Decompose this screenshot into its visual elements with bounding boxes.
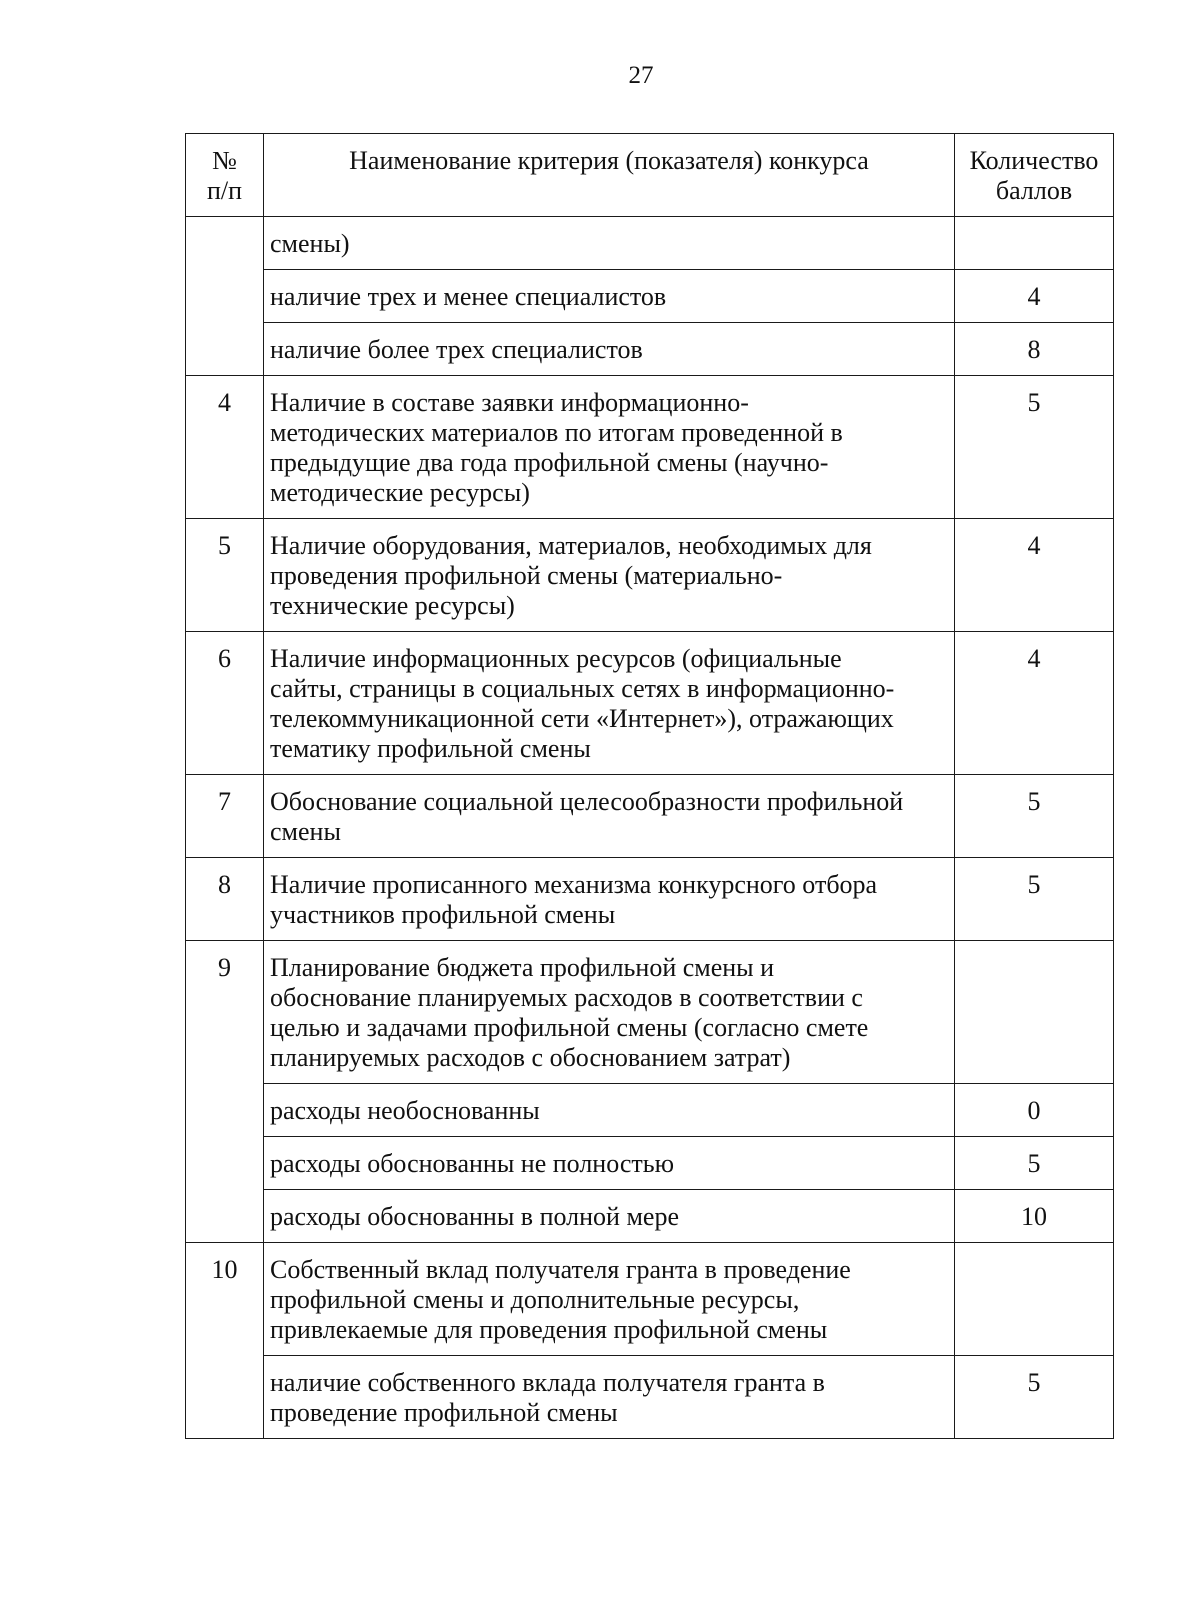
table-row (186, 376, 1114, 519)
header-name-line: Наименование критерия (показателя) конкурса (349, 146, 869, 175)
criterion-text (264, 775, 955, 858)
table-header-row (186, 134, 1114, 217)
table-row (186, 270, 1114, 323)
criterion-line: наличие более трех специалистов (270, 335, 643, 364)
table-row (186, 632, 1114, 775)
criterion-line: методические ресурсы) (270, 478, 530, 507)
score-value: 5 (955, 775, 1114, 858)
criterion-line: предыдущие два года профильной смены (научно- (270, 448, 829, 477)
criterion-line: наличие собственного вклада получателя гранта в (270, 1368, 825, 1397)
header-score-line: баллов (995, 176, 1073, 205)
header-number-line: п/п (206, 176, 243, 205)
header-number-line: № (212, 146, 237, 175)
score-value: 5 (955, 376, 1114, 519)
criterion-line: расходы обоснованны не полностью (270, 1149, 675, 1178)
criterion-line: телекоммуникационной сети «Интернет»), отражающих (270, 704, 894, 733)
criterion-text (264, 632, 955, 775)
criterion-text (264, 270, 955, 323)
criterion-text (264, 1243, 955, 1356)
row-number: 10 (186, 1243, 264, 1439)
row-number: 4 (186, 376, 264, 519)
criterion-line: Наличие оборудования, материалов, необходимых для (270, 531, 872, 560)
header-score (955, 134, 1114, 217)
row-number: 8 (186, 858, 264, 941)
criterion-line: методических материалов по итогам проведенной в (270, 418, 843, 447)
criterion-text (264, 217, 955, 270)
table-row (186, 1190, 1114, 1243)
criterion-line: Собственный вклад получателя гранта в проведение (270, 1255, 851, 1284)
criterion-text (264, 941, 955, 1084)
criterion-line: обоснование планируемых расходов в соответствии с (270, 983, 863, 1012)
table-row (186, 1243, 1114, 1356)
table-row (186, 941, 1114, 1084)
score-value (955, 941, 1114, 1084)
criterion-line: смены (270, 817, 341, 846)
score-value: 5 (955, 858, 1114, 941)
header-criterion-name (264, 134, 955, 217)
table-row (186, 858, 1114, 941)
table-row (186, 1137, 1114, 1190)
table-row (186, 519, 1114, 632)
criterion-text (264, 1190, 955, 1243)
criterion-line: привлекаемые для проведения профильной смены (270, 1315, 828, 1344)
criterion-text (264, 1356, 955, 1439)
row-number: 6 (186, 632, 264, 775)
score-value: 4 (955, 270, 1114, 323)
score-value (955, 1243, 1114, 1356)
criterion-line: Наличие информационных ресурсов (официальные (270, 644, 842, 673)
score-value: 4 (955, 519, 1114, 632)
criterion-line: смены) (270, 229, 350, 258)
criterion-line: расходы обоснованны в полной мере (270, 1202, 679, 1231)
criterion-text (264, 1137, 955, 1190)
criterion-line: технические ресурсы) (270, 591, 515, 620)
table-row (186, 1356, 1114, 1439)
criterion-line: участников профильной смены (270, 900, 616, 929)
criterion-line: планируемых расходов с обоснованием затрат) (270, 1043, 791, 1072)
criterion-line: Обоснование социальной целесообразности профильной (270, 787, 904, 816)
criterion-line: целью и задачами профильной смены (согласно смете (270, 1013, 869, 1042)
table-row (186, 217, 1114, 270)
criterion-line: проведения профильной смены (материально- (270, 561, 783, 590)
row-number (186, 217, 264, 376)
criterion-line: Планирование бюджета профильной смены и (270, 953, 775, 982)
criterion-line: наличие трех и менее специалистов (270, 282, 667, 311)
criterion-text (264, 519, 955, 632)
row-number: 9 (186, 941, 264, 1243)
score-value: 10 (955, 1190, 1114, 1243)
row-number: 5 (186, 519, 264, 632)
criterion-line: сайты, страницы в социальных сетях в информационно- (270, 674, 895, 703)
score-value (955, 217, 1114, 270)
criterion-text (264, 376, 955, 519)
header-score-line: Количество (969, 146, 1099, 175)
criterion-line: Наличие прописанного механизма конкурсного отбора (270, 870, 878, 899)
score-value: 4 (955, 632, 1114, 775)
page-number: 27 (628, 62, 654, 89)
criterion-line: расходы необоснованны (270, 1096, 540, 1125)
table-row (186, 1084, 1114, 1137)
criterion-line: профильной смены и дополнительные ресурсы, (270, 1285, 800, 1314)
row-number: 7 (186, 775, 264, 858)
criterion-line: Наличие в составе заявки информационно- (270, 388, 749, 417)
score-value: 5 (955, 1356, 1114, 1439)
score-value: 0 (955, 1084, 1114, 1137)
criterion-text (264, 1084, 955, 1137)
table-row (186, 775, 1114, 858)
criterion-text (264, 858, 955, 941)
table-row (186, 323, 1114, 376)
criterion-line: тематику профильной смены (270, 734, 591, 763)
criterion-text (264, 323, 955, 376)
score-value: 8 (955, 323, 1114, 376)
header-number (186, 134, 264, 217)
criterion-line: проведение профильной смены (270, 1398, 618, 1427)
score-value: 5 (955, 1137, 1114, 1190)
criteria-table (185, 133, 1114, 1439)
